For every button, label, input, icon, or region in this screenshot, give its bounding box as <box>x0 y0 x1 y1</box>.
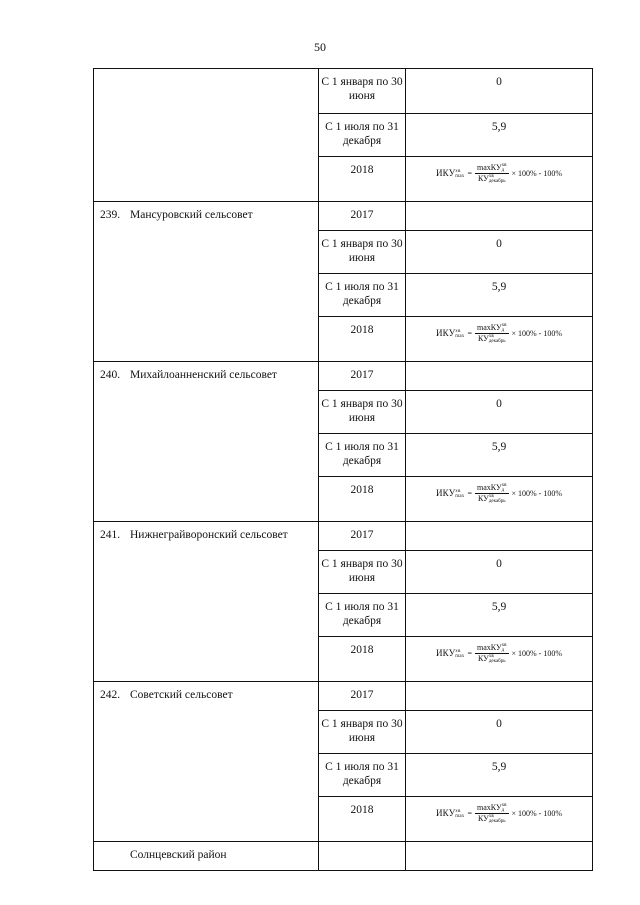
settlement-number: 241. <box>100 529 121 541</box>
settlement-name-cell <box>94 69 319 202</box>
formula-fraction: maxКУ хв д КУ хв декабрь <box>477 643 507 665</box>
value-2017 <box>406 202 593 231</box>
settlement-name-cell <box>94 522 319 682</box>
formula-equals: = <box>467 809 472 819</box>
value-2017 <box>406 682 593 711</box>
formula-numerator: maxКУ <box>477 803 502 812</box>
formula-tail: × 100% - 100% <box>511 649 563 659</box>
value-h1: 0 <box>406 711 593 754</box>
period-h2: С 1 июля по 31 декабря <box>319 754 406 797</box>
settlement-name: Мансуровский сельсовет <box>130 209 253 221</box>
period-h2: С 1 июля по 31 декабря <box>319 114 406 157</box>
value-2017 <box>406 362 593 391</box>
settlement-name-cell <box>94 362 319 522</box>
settlement-name: Советский сельсовет <box>130 689 233 701</box>
formula-fraction: maxКУ хв д КУ хв декабрь <box>477 803 507 825</box>
empty-period-cell <box>319 842 406 871</box>
formula-numerator: maxКУ <box>477 323 502 332</box>
value-h2: 5,9 <box>406 274 593 317</box>
tariff-table <box>93 68 593 871</box>
settlement-name-cell <box>94 202 319 362</box>
table-row <box>94 682 593 711</box>
formula <box>406 643 592 664</box>
formula-lhs: ИКУ хв max <box>435 168 465 180</box>
formula-denominator: КУ <box>477 494 489 504</box>
settlement-number: 240. <box>100 369 121 381</box>
table-row <box>94 69 593 114</box>
period-2018: 2018 <box>319 637 406 682</box>
formula <box>406 163 592 184</box>
formula <box>406 323 592 344</box>
formula-lhs: ИКУ хв max <box>435 488 465 500</box>
period-h2: С 1 июля по 31 декабря <box>319 434 406 477</box>
formula-lhs: ИКУ хв max <box>435 648 465 660</box>
settlement-name-cell <box>94 682 319 842</box>
district-name-cell <box>94 842 319 871</box>
formula-equals: = <box>467 489 472 499</box>
period-h1: С 1 января по 30 июня <box>319 231 406 274</box>
value-h1: 0 <box>406 551 593 594</box>
table-row <box>94 842 593 871</box>
formula <box>406 803 592 824</box>
formula-equals: = <box>467 169 472 179</box>
empty-value-cell <box>406 842 593 871</box>
value-h1: 0 <box>406 231 593 274</box>
value-h1: 0 <box>406 69 593 114</box>
value-h2: 5,9 <box>406 114 593 157</box>
period-h1: С 1 января по 30 июня <box>319 551 406 594</box>
table-row <box>94 362 593 391</box>
formula-lhs: ИКУ хв max <box>435 328 465 340</box>
formula-equals: = <box>467 649 472 659</box>
formula-denominator: КУ <box>477 814 489 824</box>
formula-tail: × 100% - 100% <box>511 329 563 339</box>
settlement-name: Михайлоанненский сельсовет <box>130 369 277 381</box>
table-row <box>94 202 593 231</box>
period-2017: 2017 <box>319 682 406 711</box>
formula-tail: × 100% - 100% <box>511 169 563 179</box>
formula-numerator: maxКУ <box>477 643 502 652</box>
page-number: 50 <box>314 40 326 54</box>
table-row <box>94 522 593 551</box>
formula-cell <box>406 797 593 842</box>
formula <box>406 483 592 504</box>
period-2018: 2018 <box>319 477 406 522</box>
value-h2: 5,9 <box>406 754 593 797</box>
formula-lhs: ИКУ хв max <box>435 808 465 820</box>
formula-cell <box>406 317 593 362</box>
value-h1: 0 <box>406 391 593 434</box>
period-2017: 2017 <box>319 202 406 231</box>
formula-cell <box>406 637 593 682</box>
settlement-number: 239. <box>100 209 121 221</box>
formula-equals: = <box>467 329 472 339</box>
value-2017 <box>406 522 593 551</box>
district-name: Солнцевский район <box>130 849 227 861</box>
period-2018: 2018 <box>319 317 406 362</box>
formula-denominator: КУ <box>477 174 489 184</box>
period-2018: 2018 <box>319 157 406 202</box>
formula-numerator: maxКУ <box>477 163 502 172</box>
period-2017: 2017 <box>319 362 406 391</box>
formula-tail: × 100% - 100% <box>511 489 563 499</box>
period-h1: С 1 января по 30 июня <box>319 69 406 114</box>
period-h2: С 1 июля по 31 декабря <box>319 274 406 317</box>
settlement-name: Нижнеграйворонский сельсовет <box>130 529 288 541</box>
formula-cell <box>406 157 593 202</box>
formula-numerator: maxКУ <box>477 483 502 492</box>
value-h2: 5,9 <box>406 434 593 477</box>
formula-denominator: КУ <box>477 334 489 344</box>
settlement-number: 242. <box>100 689 121 701</box>
formula-tail: × 100% - 100% <box>511 809 563 819</box>
formula-fraction: maxКУ хв д КУ хв декабрь <box>477 163 507 185</box>
formula-cell <box>406 477 593 522</box>
value-h2: 5,9 <box>406 594 593 637</box>
period-2017: 2017 <box>319 522 406 551</box>
formula-fraction: maxКУ хв д КУ хв декабрь <box>477 483 507 505</box>
period-h2: С 1 июля по 31 декабря <box>319 594 406 637</box>
period-h1: С 1 января по 30 июня <box>319 711 406 754</box>
formula-denominator: КУ <box>477 654 489 664</box>
period-2018: 2018 <box>319 797 406 842</box>
period-h1: С 1 января по 30 июня <box>319 391 406 434</box>
formula-fraction: maxКУ хв д КУ хв декабрь <box>477 323 507 345</box>
